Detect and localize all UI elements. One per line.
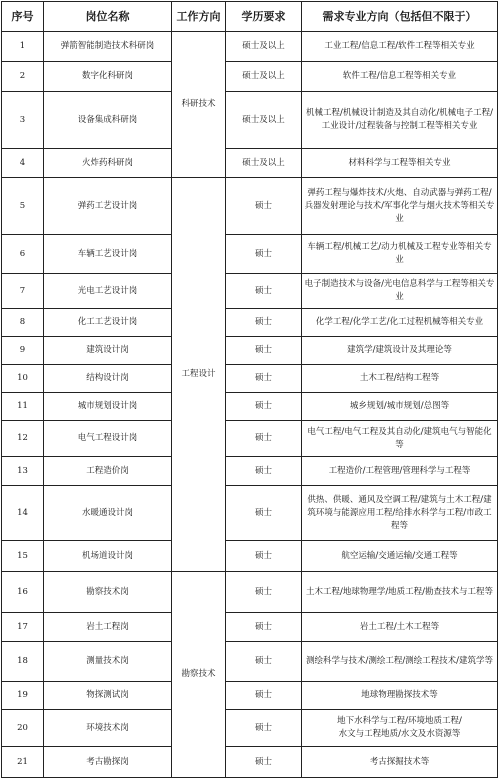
row-no: 20 — [2, 710, 44, 747]
row-position: 弹药工艺设计岗 — [44, 178, 172, 235]
row-position: 考古勘探岗 — [44, 747, 172, 778]
header-education: 学历要求 — [226, 2, 302, 32]
row-education: 硕士及以上 — [226, 92, 302, 149]
row-no: 17 — [2, 613, 44, 642]
row-requirements: 工业工程/信息工程/软件工程等相关专业 — [302, 32, 498, 62]
row-position: 结构设计岗 — [44, 365, 172, 393]
table-row — [2, 274, 498, 309]
row-no: 10 — [2, 365, 44, 393]
row-no: 11 — [2, 393, 44, 421]
row-position: 岩土工程岗 — [44, 613, 172, 642]
row-education: 硕士 — [226, 393, 302, 421]
row-position: 电气工程设计岗 — [44, 421, 172, 457]
row-no: 13 — [2, 457, 44, 486]
table-row — [2, 613, 498, 642]
row-requirements: 工程造价/工程管理/管理科学与工程等 — [302, 457, 498, 486]
direction-engineering: 工程设计 — [172, 178, 226, 572]
row-no: 18 — [2, 642, 44, 682]
table-row — [2, 710, 498, 747]
row-position: 弹箭智能制造技术科研岗 — [44, 32, 172, 62]
table-row — [2, 337, 498, 365]
table-row — [2, 541, 498, 572]
row-requirements: 电气工程/电气工程及其自动化/建筑电气与智能化等 — [302, 421, 498, 457]
row-no: 4 — [2, 149, 44, 178]
row-no: 15 — [2, 541, 44, 572]
row-requirements: 弹药工程与爆炸技术/火炮、自动武器与弹药工程/兵器发射理论与技术/军事化学与烟火技术等相关专业 — [302, 178, 498, 235]
row-no: 9 — [2, 337, 44, 365]
row-education: 硕士及以上 — [226, 32, 302, 62]
row-position: 数字化科研岗 — [44, 62, 172, 92]
row-position: 机场道设计岗 — [44, 541, 172, 572]
table-row — [2, 92, 498, 149]
row-requirements: 土木工程/地球物理学/地质工程/勘查技术与工程等 — [302, 572, 498, 613]
direction-research: 科研技术 — [172, 32, 226, 178]
row-no: 3 — [2, 92, 44, 149]
header-position: 岗位名称 — [44, 2, 172, 32]
table-row — [2, 235, 498, 274]
row-requirements: 软件工程/信息工程等相关专业 — [302, 62, 498, 92]
direction-survey: 勘察技术 — [172, 572, 226, 778]
row-requirements: 土木工程/结构工程等 — [302, 365, 498, 393]
row-education: 硕士 — [226, 274, 302, 309]
header-no: 序号 — [2, 2, 44, 32]
row-requirements: 建筑学/建筑设计及其理论等 — [302, 337, 498, 365]
header-row — [2, 2, 498, 32]
row-education: 硕士 — [226, 235, 302, 274]
row-no: 12 — [2, 421, 44, 457]
row-position: 环境技术岗 — [44, 710, 172, 747]
row-requirements: 电子制造技术与设备/光电信息科学与工程等相关专业 — [302, 274, 498, 309]
row-education: 硕士 — [226, 642, 302, 682]
row-no: 1 — [2, 32, 44, 62]
row-education: 硕士 — [226, 421, 302, 457]
row-position: 城市规划设计岗 — [44, 393, 172, 421]
row-requirements: 岩土工程/土木工程等 — [302, 613, 498, 642]
row-no: 14 — [2, 486, 44, 541]
row-requirements: 考古探掘技术等 — [302, 747, 498, 778]
row-position: 设备集成科研岗 — [44, 92, 172, 149]
row-requirements: 机械工程/机械设计制造及其自动化/机械电子工程/ 工业设计/过程装备与控制工程等相关专业 — [302, 92, 498, 149]
table-row — [2, 62, 498, 92]
row-no: 19 — [2, 682, 44, 710]
table-row — [2, 32, 498, 62]
table-row — [2, 486, 498, 541]
row-education: 硕士 — [226, 572, 302, 613]
row-position: 测量技术岗 — [44, 642, 172, 682]
row-requirements: 化学工程/化学工艺/化工过程机械等相关专业 — [302, 309, 498, 337]
row-requirements: 城乡规划/城市规划/总图等 — [302, 393, 498, 421]
row-requirements: 供热、供暖、通风及空调工程/建筑与土木工程/建筑环境与能源应用工程/给排水科学与工程/市政工程等 — [302, 486, 498, 541]
row-no: 21 — [2, 747, 44, 778]
row-position: 物探测试岗 — [44, 682, 172, 710]
row-education: 硕士 — [226, 337, 302, 365]
row-requirements: 材料科学与工程等相关专业 — [302, 149, 498, 178]
table-row — [2, 149, 498, 178]
row-education: 硕士 — [226, 613, 302, 642]
table-row — [2, 682, 498, 710]
row-education: 硕士 — [226, 457, 302, 486]
row-requirements: 航空运输/交通运输/交通工程等 — [302, 541, 498, 572]
table-row — [2, 747, 498, 778]
table-row — [2, 421, 498, 457]
header-requirements: 需求专业方向（包括但不限于） — [302, 2, 498, 32]
row-education: 硕士 — [226, 541, 302, 572]
table-row — [2, 642, 498, 682]
row-requirements: 地下水科学与工程/环境地质工程/ 水文与工程地质/水文及水资源等 — [302, 710, 498, 747]
table-row — [2, 457, 498, 486]
row-requirements: 车辆工程/机械工艺/动力机械及工程专业等相关专业 — [302, 235, 498, 274]
row-position: 水暖通设计岗 — [44, 486, 172, 541]
row-no: 7 — [2, 274, 44, 309]
row-requirements: 测绘科学与技术/测绘工程/测绘工程技术/建筑学等 — [302, 642, 498, 682]
row-requirements: 地球物理勘探技术等 — [302, 682, 498, 710]
row-position: 工程造价岗 — [44, 457, 172, 486]
row-education: 硕士 — [226, 682, 302, 710]
row-position: 化工工艺设计岗 — [44, 309, 172, 337]
row-no: 16 — [2, 572, 44, 613]
row-position: 勘察技术岗 — [44, 572, 172, 613]
table-row — [2, 178, 498, 235]
row-position: 车辆工艺设计岗 — [44, 235, 172, 274]
row-education: 硕士 — [226, 710, 302, 747]
table-row — [2, 365, 498, 393]
recruitment-table — [1, 1, 498, 778]
row-education: 硕士 — [226, 486, 302, 541]
row-education: 硕士及以上 — [226, 149, 302, 178]
row-education: 硕士 — [226, 747, 302, 778]
row-no: 5 — [2, 178, 44, 235]
row-position: 光电工艺设计岗 — [44, 274, 172, 309]
header-direction: 工作方向 — [172, 2, 226, 32]
row-no: 8 — [2, 309, 44, 337]
row-position: 建筑设计岗 — [44, 337, 172, 365]
row-no: 2 — [2, 62, 44, 92]
table-row — [2, 572, 498, 613]
row-education: 硕士 — [226, 178, 302, 235]
row-no: 6 — [2, 235, 44, 274]
row-education: 硕士及以上 — [226, 62, 302, 92]
table-row — [2, 393, 498, 421]
table-row — [2, 309, 498, 337]
row-education: 硕士 — [226, 309, 302, 337]
row-position: 火炸药科研岗 — [44, 149, 172, 178]
row-education: 硕士 — [226, 365, 302, 393]
